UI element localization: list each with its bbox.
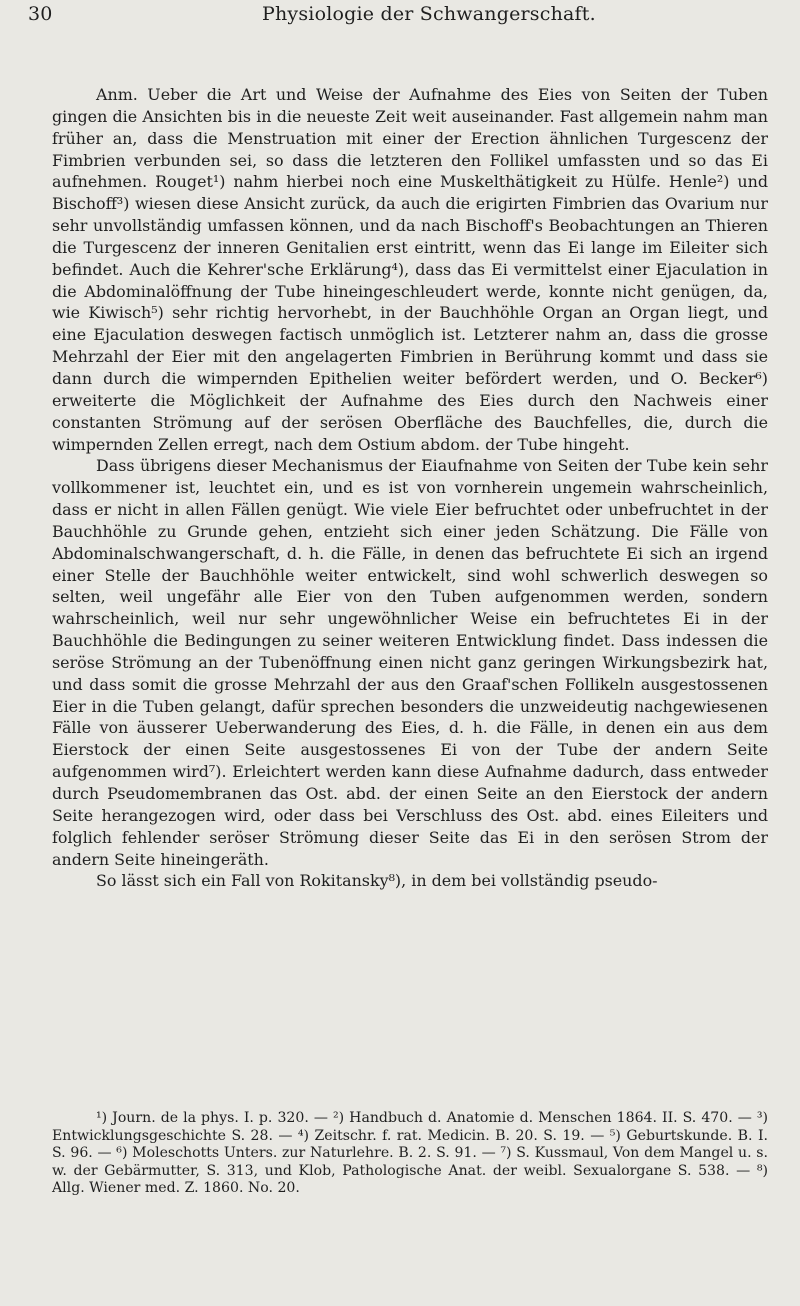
- main-text: [52, 84, 768, 892]
- running-head: Physiologie der Schwangerschaft.: [262, 3, 596, 25]
- page-number: 30: [28, 3, 53, 25]
- footnotes: [52, 1110, 768, 1198]
- page-header: [28, 0, 768, 32]
- paragraph-rokitansky: So lässt sich ein Fall von Rokitansky⁸), in dem bei vollständig pseudo-: [96, 871, 658, 891]
- footnote-text: ¹) Journ. de la phys. I. p. 320. — ²) Handbuch d. Anatomie d. Menschen 1864. II. S. 470. — ³) Entwicklungsgeschichte S. 28. — ⁴) Zeitschr. f. rat. Medicin. B. 20. S. 19. — ⁵) Geburtskunde. B. I. S. 96. — ⁶) Moleschotts Unters. zur Naturlehre. B. 2. S. 91. — ⁷) S. Kussmaul, Von dem Mangel u. s. w. der Gebärmutter, S. 313, und Klob, Pathologische Anat. der weibl. Sexualorgane S. 538. — ⁸) Allg. Wiener med. Z. 1860. No. 20.: [52, 1110, 768, 1197]
- paragraph-annotation: Anm. Ueber die Art und Weise der Aufnahme des Eies von Seiten der Tuben gingen die Ansichten bis in die neueste Zeit weit auseinander. Fast allgemein nahm man früher an, dass die Menstruation mit einer der Erection ähnlichen Turgescenz der Fimbrien verbunden sei, so dass die letzteren den Follikel umfassten und so das Ei aufnehmen. Rouget¹) nahm hierbei noch eine Muskelthätigkeit zu Hülfe. Henle²) und Bischoff³) wiesen diese Ansicht zurück, da auch die erigirten Fimbrien das Ovarium nur sehr unvollständig umfassen können, und da nach Bischoff's Beobachtungen an Thieren die Turgescenz der inneren Genitalien erst eintritt, wenn das Ei lange im Eileiter sich befindet. Auch die Kehrer'sche Erklärung⁴), dass das Ei vermittelst einer Ejaculation in die Abdominalöffnung der Tube hineingeschleudert werde, konnte nicht genügen, da, wie Kiwisch⁵) sehr richtig hervorhebt, in der Bauchhöhle Organ an Organ liegt, und eine Ejaculation deswegen factisch unmöglich ist. Letzterer nahm an, dass die grosse Mehrzahl der Eier mit den angelagerten Fimbrien in Berührung kommt und dass sie dann durch die wimpernden Epithelien weiter befördert werden, und O. Becker⁶) erweiterte die Möglichkeit der Aufnahme des Eies durch den Nachweis einer constanten Strömung auf der serösen Oberfläche des Bauchfelles, die, durch die wimpernden Zellen erregt, nach dem Ostium abdom. der Tube hingeht.: [52, 85, 768, 454]
- paragraph-mechanism: Dass übrigens dieser Mechanismus der Eiaufnahme von Seiten der Tube kein sehr vollkommener ist, leuchtet ein, und es ist von vornherein ungemein wahrscheinlich, dass er nicht in allen Fällen genügt. Wie viele Eier befruchtet oder unbefruchtet in der Bauchhöhle zu Grunde gehen, entzieht sich einer jeden Schätzung. Die Fälle von Abdominalschwangerschaft, d. h. die Fälle, in denen das befruchtete Ei sich an irgend einer Stelle der Bauchhöhle weiter entwickelt, sind wohl schwerlich deswegen so selten, weil ungefähr alle Eier von den Tuben aufgenommen werden, sondern wahrscheinlich, weil nur sehr ungewöhnlicher Weise ein befruchtetes Ei in der Bauchhöhle die Bedingungen zu seiner weiteren Entwicklung findet. Dass indessen die seröse Strömung an der Tubenöffnung einen nicht ganz geringen Wirkungsbezirk hat, und dass somit die grosse Mehrzahl der aus den Graaf'schen Follikeln ausgestossenen Eier in die Tuben gelangt, dafür sprechen besonders die unzweideutig nachgewiesenen Fälle von äusserer Ueberwanderung des Eies, d. h. die Fälle, in denen ein aus dem Eierstock der einen Seite ausgestossenes Ei von der Tube der andern Seite aufgenommen wird⁷). Erleichtert werden kann diese Aufnahme dadurch, dass entweder durch Pseudomembranen das Ost. abd. der einen Seite an den Eierstock der andern Seite herangezogen wird, oder dass bei Verschluss des Ost. abd. eines Eileiters und folglich fehlender seröser Strömung dieser Seite das Ei in den serösen Strom der andern Seite hineingeräth.: [52, 456, 768, 869]
